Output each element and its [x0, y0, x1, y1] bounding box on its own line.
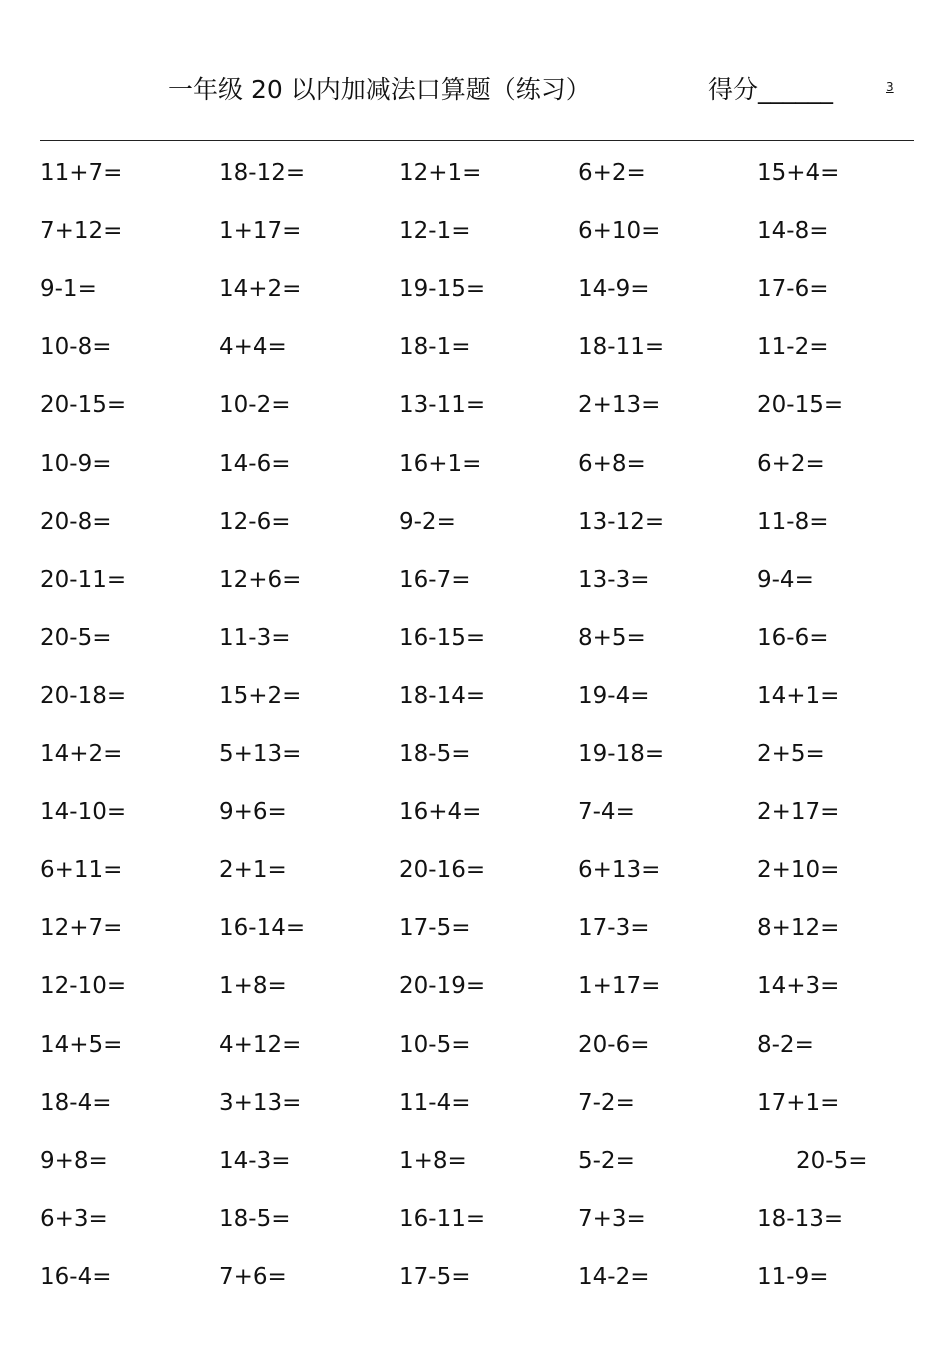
- problem-item: 1+8=: [219, 973, 287, 1000]
- problem-item: 6+8=: [578, 450, 646, 477]
- problem-item: 15+2=: [219, 682, 302, 709]
- problem-item: 18-5=: [219, 1205, 291, 1232]
- problem-item: 11-2=: [757, 334, 829, 361]
- problem-item: 15+4=: [757, 160, 840, 186]
- problem-item: 14+1=: [757, 682, 840, 709]
- problem-item: 6+3=: [40, 1205, 108, 1232]
- problem-row: [0, 274, 950, 304]
- problem-row: [0, 681, 950, 711]
- problem-item: 14+5=: [40, 1031, 123, 1058]
- problem-item: 16-11=: [399, 1205, 486, 1232]
- problem-item: 17-5=: [399, 1263, 471, 1290]
- problem-item: 16-15=: [399, 624, 486, 651]
- problem-row: [0, 1030, 950, 1060]
- page-number: 3: [886, 80, 894, 94]
- problem-item: 19-4=: [578, 682, 650, 709]
- problem-row: [0, 1146, 950, 1176]
- problem-item: 3+13=: [219, 1089, 302, 1116]
- problem-item: 20-6=: [578, 1031, 650, 1058]
- problem-item: 11-3=: [219, 624, 291, 651]
- problem-item: 6+13=: [578, 857, 661, 884]
- problem-item: 20-5=: [40, 624, 112, 651]
- problem-item: 11-8=: [757, 508, 829, 535]
- problem-item: 1+17=: [578, 973, 661, 1000]
- problem-item: 18-1=: [399, 334, 471, 361]
- problem-item: 2+10=: [757, 857, 840, 884]
- problem-item: 5-2=: [578, 1147, 635, 1174]
- problem-row: [0, 1262, 950, 1292]
- problem-row: [0, 623, 950, 653]
- problem-row: [0, 1088, 950, 1118]
- problem-item: 18-13=: [757, 1205, 844, 1232]
- problem-row: [0, 913, 950, 943]
- problem-item: 16+1=: [399, 450, 482, 477]
- problem-item: 2+5=: [757, 741, 825, 767]
- problem-item: 16-14=: [219, 915, 306, 942]
- problem-item: 20-8=: [40, 508, 112, 535]
- problem-item: 14-9=: [578, 276, 650, 303]
- problem-item: 18-11=: [578, 334, 665, 361]
- problem-row: [0, 332, 950, 362]
- problem-item: 2+1=: [219, 857, 287, 884]
- problem-item: 9-1=: [40, 276, 97, 303]
- problem-item: 20-16=: [399, 857, 486, 884]
- problem-item: 7+12=: [40, 218, 123, 245]
- problem-item: 19-18=: [578, 741, 665, 767]
- problem-item: 2+13=: [578, 392, 661, 419]
- problem-item: 9+6=: [219, 799, 287, 826]
- problem-item: 9+8=: [40, 1147, 108, 1174]
- problem-item: 14+2=: [219, 276, 302, 303]
- problem-item: 6+2=: [757, 450, 825, 477]
- problem-item: 11-9=: [757, 1263, 829, 1290]
- problem-item: 13-11=: [399, 392, 486, 419]
- problem-row: [0, 216, 950, 246]
- problem-item: 10-2=: [219, 392, 291, 419]
- problem-item: 12+7=: [40, 915, 123, 942]
- problem-item: 9-2=: [399, 508, 456, 535]
- problem-row: [0, 797, 950, 827]
- problem-item: 18-5=: [399, 741, 471, 767]
- problem-item: 10-8=: [40, 334, 112, 361]
- problem-item: 13-12=: [578, 508, 665, 535]
- problem-item: 16+4=: [399, 799, 482, 826]
- problem-item: 14-8=: [757, 218, 829, 245]
- problem-item: 16-4=: [40, 1263, 112, 1290]
- problem-item: 20-15=: [757, 392, 844, 419]
- problem-item: 16-6=: [757, 624, 829, 651]
- problem-row: [0, 449, 950, 479]
- problem-item: 17-3=: [578, 915, 650, 942]
- problem-item: 14+2=: [40, 741, 123, 767]
- problem-item: 20-5=: [796, 1147, 868, 1174]
- problem-item: 12-6=: [219, 508, 291, 535]
- problem-item: 8-2=: [757, 1031, 814, 1058]
- score-field: 得分______: [708, 75, 834, 104]
- problem-item: 8+5=: [578, 624, 646, 651]
- problem-item: 20-18=: [40, 682, 127, 709]
- problem-item: 19-15=: [399, 276, 486, 303]
- problem-item: 6+2=: [578, 160, 646, 186]
- problem-row: [0, 739, 950, 769]
- problem-item: 10-5=: [399, 1031, 471, 1058]
- problem-item: 12+6=: [219, 566, 302, 593]
- problem-item: 16-7=: [399, 566, 471, 593]
- problem-item: 4+4=: [219, 334, 287, 361]
- worksheet-title: 一年级 20 以内加减法口算题（练习）: [168, 75, 591, 104]
- problem-item: 14-10=: [40, 799, 127, 826]
- problem-row: [0, 855, 950, 885]
- problem-item: 14+3=: [757, 973, 840, 1000]
- problem-item: 12-10=: [40, 973, 127, 1000]
- problem-item: 2+17=: [757, 799, 840, 826]
- problem-item: 4+12=: [219, 1031, 302, 1058]
- problem-item: 20-11=: [40, 566, 127, 593]
- problem-row: [0, 158, 950, 188]
- problem-item: 7-2=: [578, 1089, 635, 1116]
- problem-item: 6+10=: [578, 218, 661, 245]
- problem-item: 13-3=: [578, 566, 650, 593]
- problem-item: 18-14=: [399, 682, 486, 709]
- problem-item: 18-12=: [219, 160, 306, 186]
- problem-item: 14-2=: [578, 1263, 650, 1290]
- problem-item: 1+17=: [219, 218, 302, 245]
- problem-item: 17+1=: [757, 1089, 840, 1116]
- problem-item: 20-15=: [40, 392, 127, 419]
- problem-item: 5+13=: [219, 741, 302, 767]
- problem-row: [0, 390, 950, 420]
- problem-item: 1+8=: [399, 1147, 467, 1174]
- problem-item: 9-4=: [757, 566, 814, 593]
- problem-item: 18-4=: [40, 1089, 112, 1116]
- problem-row: [0, 507, 950, 537]
- problem-item: 17-5=: [399, 915, 471, 942]
- problem-item: 12+1=: [399, 160, 482, 186]
- problem-item: 14-6=: [219, 450, 291, 477]
- problem-item: 11+7=: [40, 160, 123, 186]
- problem-item: 7+6=: [219, 1263, 287, 1290]
- problem-item: 7+3=: [578, 1205, 646, 1232]
- problem-item: 11-4=: [399, 1089, 471, 1116]
- problem-item: 8+12=: [757, 915, 840, 942]
- problem-item: 20-19=: [399, 973, 486, 1000]
- problem-item: 12-1=: [399, 218, 471, 245]
- problem-row: [0, 1204, 950, 1234]
- problem-row: [0, 971, 950, 1001]
- problem-item: 7-4=: [578, 799, 635, 826]
- problem-row: [0, 565, 950, 595]
- problem-item: 6+11=: [40, 857, 123, 884]
- problem-item: 14-3=: [219, 1147, 291, 1174]
- problem-item: 10-9=: [40, 450, 112, 477]
- problem-item: 17-6=: [757, 276, 829, 303]
